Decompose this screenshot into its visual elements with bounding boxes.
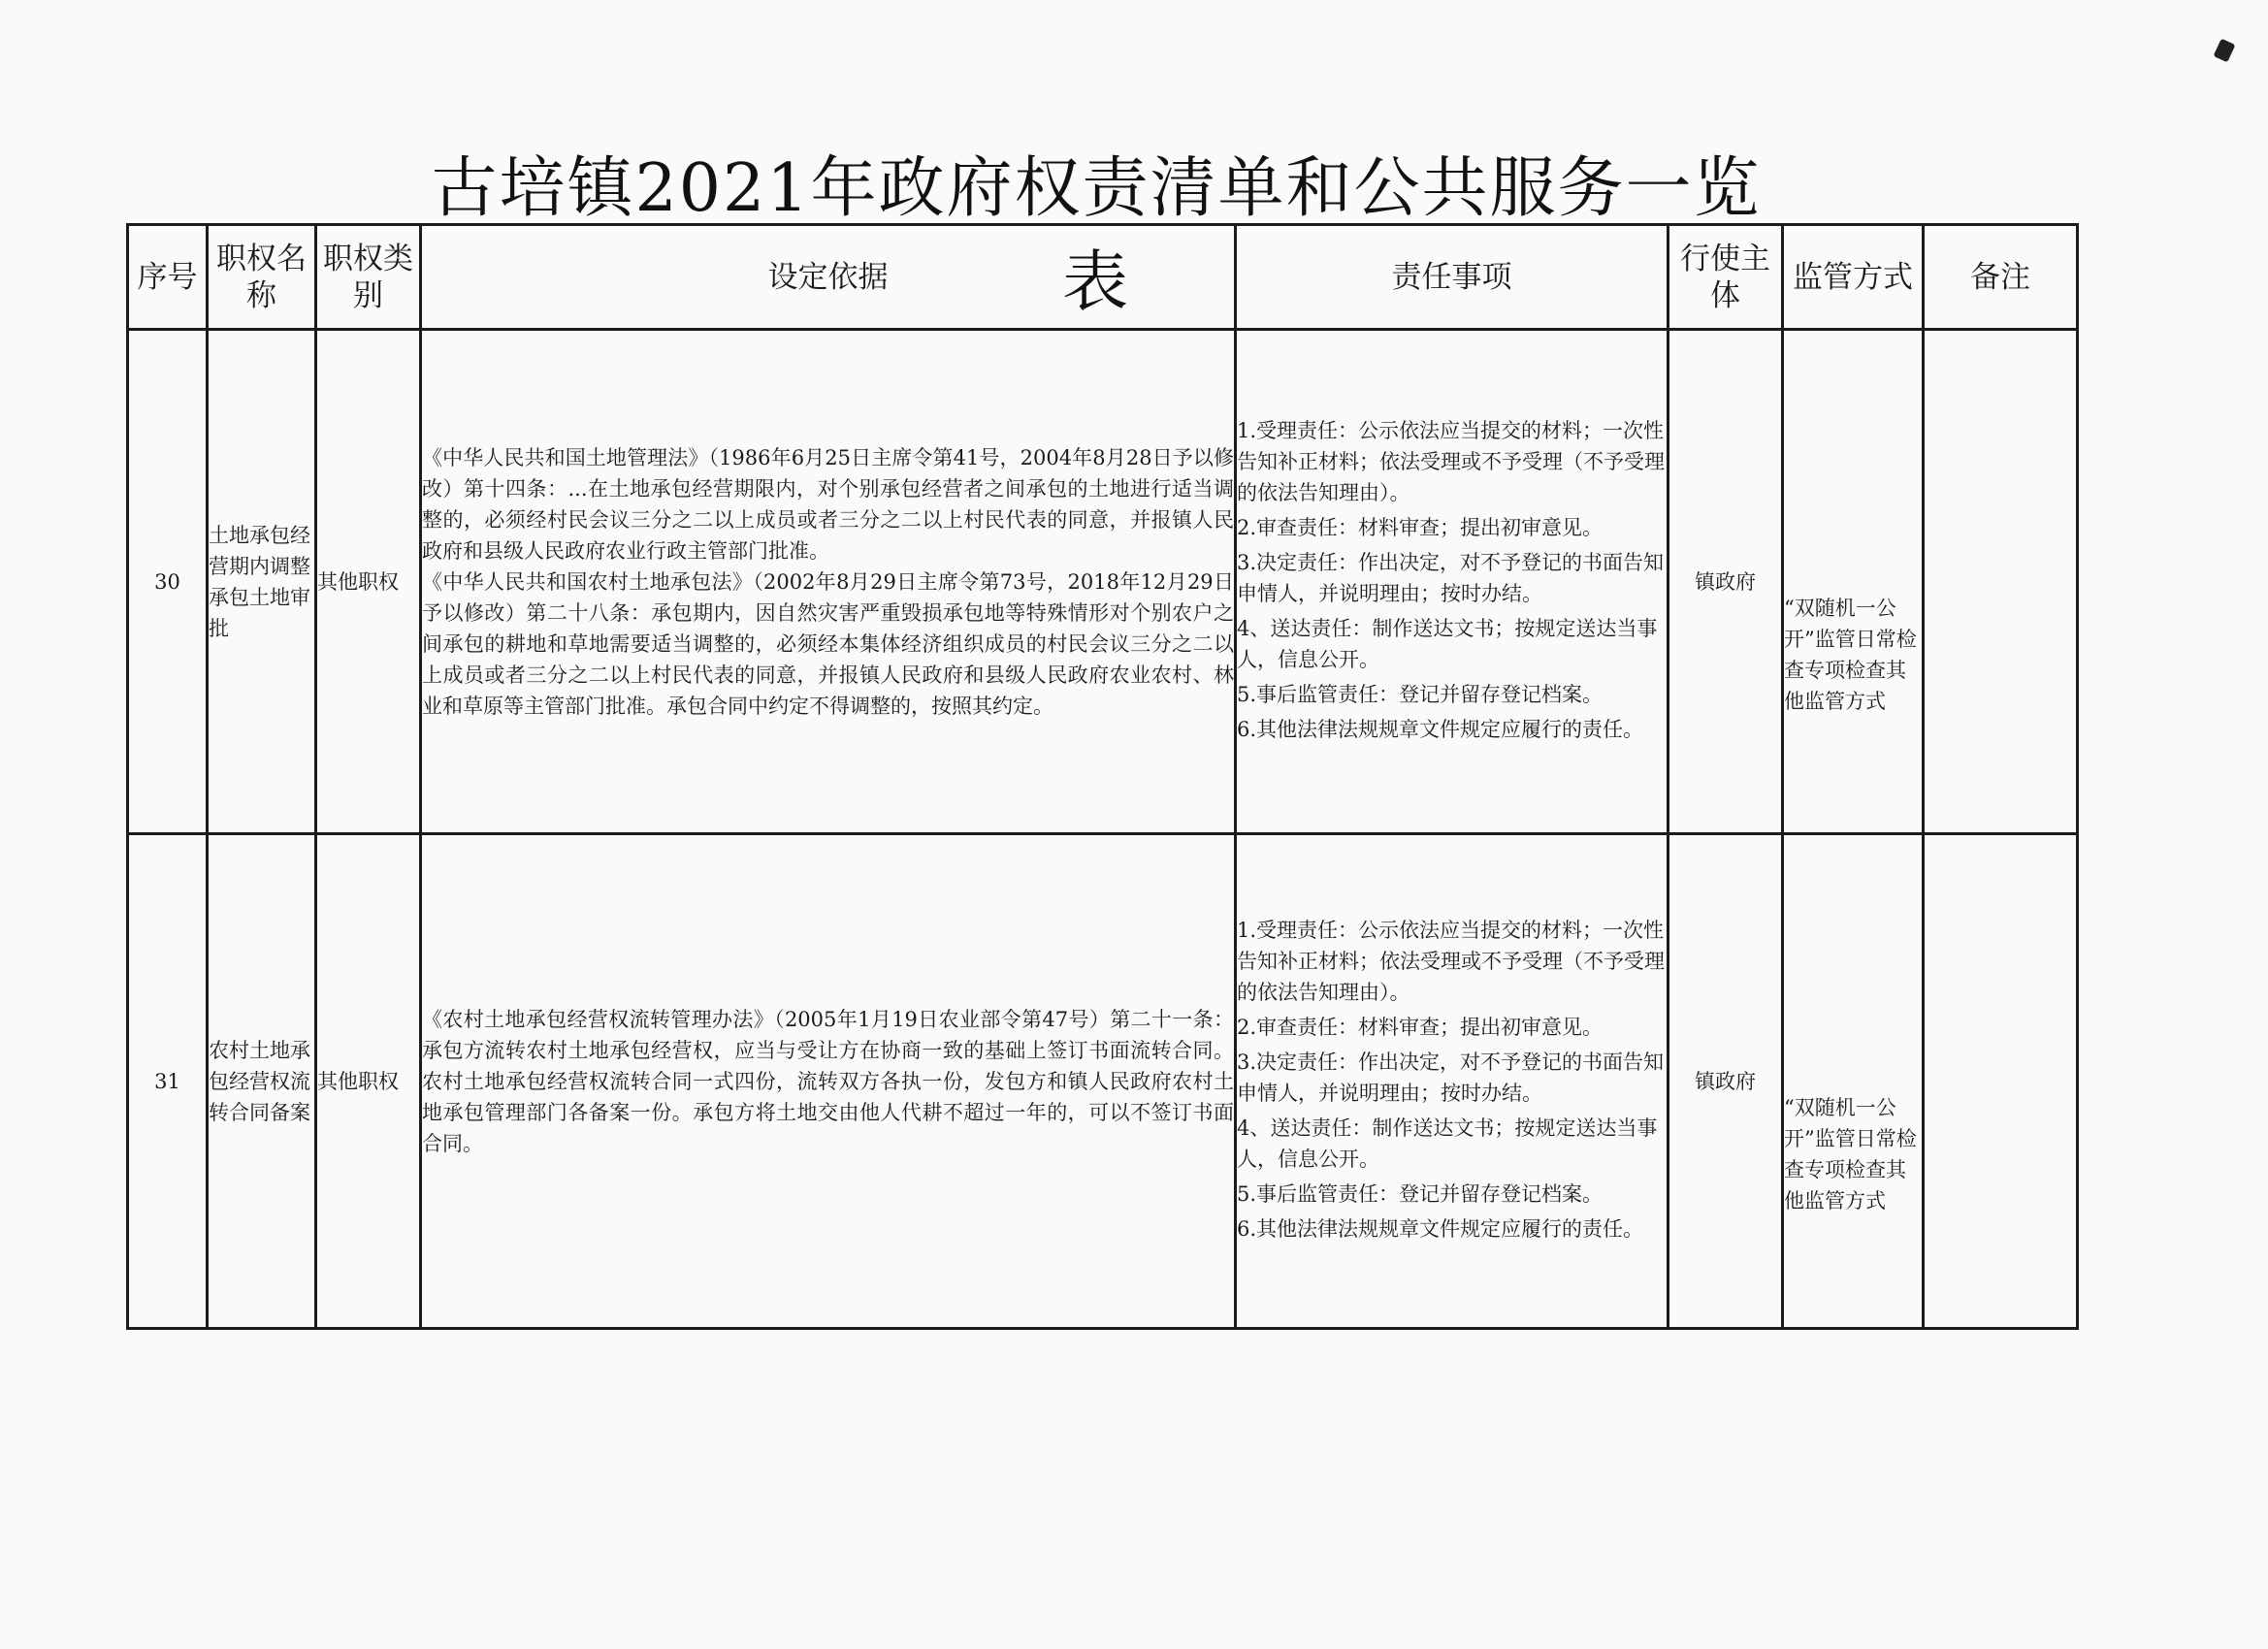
basis-paragraph: 《中华人民共和国土地管理法》（1986年6月25日主席令第41号，2004年8月28日予以修改）第十四条：...在土地承包经营期限内，对个别承包经营者之间承包的土地进行适当调整的，必须经村民会议三分之二以上成员或者三分之二以上村民代表的同意，并报镇人民政府和县级人民政府农业行政主管部门批准。 (422, 445, 1234, 563)
resp-item: 5.事后监管责任：登记并留存登记档案。 (1237, 682, 1604, 706)
basis-paragraph: 《中华人民共和国农村土地承包法》（2002年8月29日主席令第73号，2018年12月29日予以修改）第二十八条：承包期内，因自然灾害严重毁损承包地等特殊情形对个别农户之间承包的耕地和草地需要适当调整的，必须经本集体经济组织成员的村民会议三分之二以上成员或者三分之二以上村民代表的同意，并报镇人民政府和县级人民政府农业农村、林业和草原等主管部门批准。承包合同中约定不得调整的，按照其约定。 (422, 569, 1234, 718)
header-subject: 行使主体 (1669, 225, 1783, 330)
basis-paragraph: 《农村土地承包经营权流转管理办法》（2005年1月19日农业部令第47号）第二十一条：承包方流转农村土地承包经营权，应当与受让方在协商一致的基础上签订书面流转合同。农村土地承包经营权流转合同一式四份，流转双方各执一份，发包方和镇人民政府农村土地承包管理部门各备案一份。承包方将土地交由他人代耕不超过一年的，可以不签订书面合同。 (422, 1007, 1234, 1155)
resp-item: 2.审查责任：材料审查；提出初审意见。 (1237, 515, 1604, 539)
header-num: 序号 (128, 225, 208, 330)
supervision-text: “双随机一公开”监管日常检查专项检查其他监管方式 (1784, 1095, 1917, 1212)
header-category: 职权类别 (316, 225, 421, 330)
row-num: 31 (128, 834, 208, 1329)
row-basis (421, 834, 1236, 1329)
resp-item: 1.受理责任：公示依法应当提交的材料；一次性告知补正材料；依法受理或不予受理（不予受理的依法告知理由）。 (1237, 418, 1665, 504)
table-row (128, 834, 2078, 1329)
header-supervision: 监管方式 (1783, 225, 1924, 330)
resp-item: 4、送达责任：制作送达文书；按规定送达当事人，信息公开。 (1237, 616, 1658, 671)
row-name: 土地承包经营期内调整承包土地审批 (208, 330, 316, 834)
table-row (128, 330, 2078, 834)
row-num: 30 (128, 330, 208, 834)
header-note: 备注 (1924, 225, 2078, 330)
resp-item: 1.受理责任：公示依法应当提交的材料；一次性告知补正材料；依法受理或不予受理（不予受理的依法告知理由）。 (1237, 918, 1665, 1004)
row-name: 农村土地承包经营权流转合同备案 (208, 834, 316, 1329)
row-responsibility (1236, 330, 1669, 834)
row-category: 其他职权 (316, 834, 421, 1329)
row-supervision (1783, 330, 1924, 834)
row-supervision (1783, 834, 1924, 1329)
header-name: 职权名称 (208, 225, 316, 330)
scan-speck (2214, 39, 2236, 63)
row-responsibility (1236, 834, 1669, 1329)
row-subject: 镇政府 (1669, 834, 1783, 1329)
resp-item: 2.审查责任：材料审查；提出初审意见。 (1237, 1015, 1604, 1039)
resp-item: 3.决定责任：作出决定，对不予登记的书面告知申情人，并说明理由；按时办结。 (1237, 1050, 1665, 1105)
authority-table (126, 223, 2079, 1330)
row-note (1924, 834, 2078, 1329)
row-basis (421, 330, 1236, 834)
resp-item: 6.其他法律法规规章文件规定应履行的责任。 (1237, 1216, 1644, 1241)
row-subject: 镇政府 (1669, 330, 1783, 834)
resp-item: 3.决定责任：作出决定，对不予登记的书面告知申情人，并说明理由；按时办结。 (1237, 550, 1665, 605)
resp-item: 6.其他法律法规规章文件规定应履行的责任。 (1237, 717, 1644, 741)
table-header-row (128, 225, 2078, 330)
page-title: 古培镇2021年政府权责清单和公共服务一览表 (431, 150, 1762, 321)
resp-item: 4、送达责任：制作送达文书；按规定送达当事人，信息公开。 (1237, 1116, 1658, 1171)
resp-item: 5.事后监管责任：登记并留存登记档案。 (1237, 1181, 1604, 1206)
row-category: 其他职权 (316, 330, 421, 834)
header-basis: 设定依据 (421, 225, 1236, 330)
header-responsibility: 责任事项 (1236, 225, 1669, 330)
supervision-text: “双随机一公开”监管日常检查专项检查其他监管方式 (1784, 596, 1917, 713)
row-note (1924, 330, 2078, 834)
